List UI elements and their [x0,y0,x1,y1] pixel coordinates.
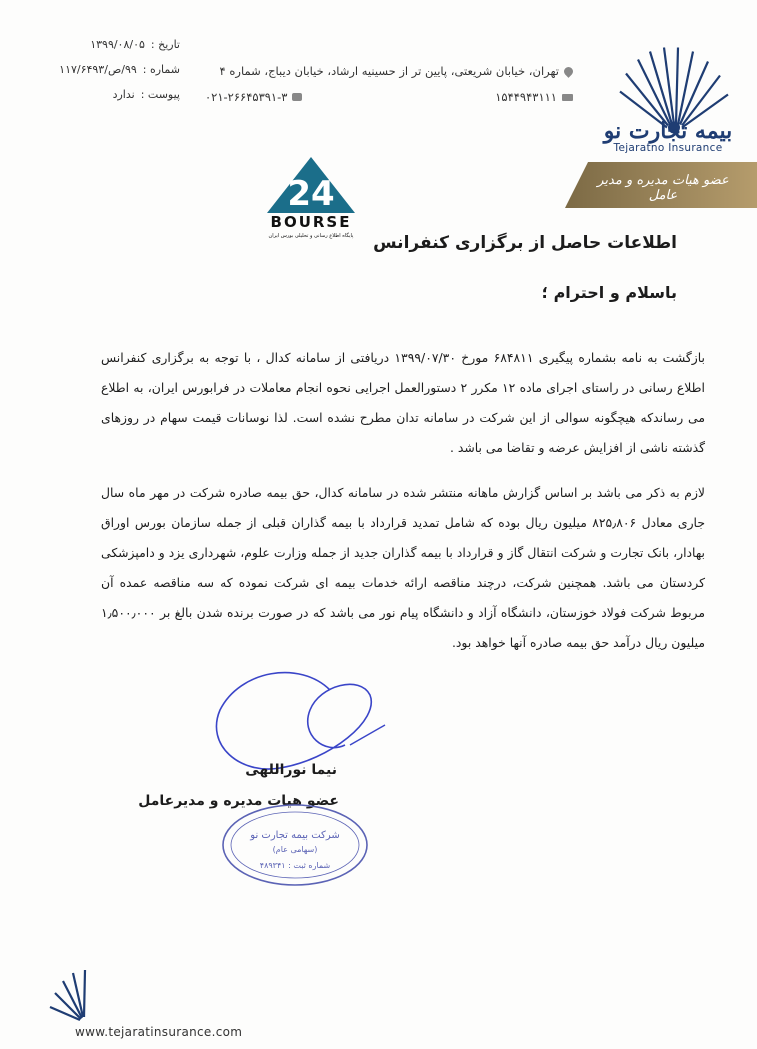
signer-title: عضو هیات مدیره و مدیرعامل [138,793,339,809]
company-stamp [215,800,375,890]
banner-text: عضو هیات مدیره و مدیر عامل [597,173,729,203]
phone-number: ۰۲۱-۲۶۶۴۵۳۹۱-۳ [205,90,288,104]
date-row [30,32,180,57]
logo-fa-text: بیمه تجارت نو [603,118,733,144]
mail-icon [562,94,573,101]
date-value: ۱۳۹۹/۰۸/۰۵ [90,38,145,51]
bourse-word: BOURSE [270,213,352,231]
letter-subject: اطلاعات حاصل از برگزاری کنفرانس [373,233,677,253]
letter-greeting: باسلام و احترام ؛ [541,283,677,302]
letter-meta [30,32,180,107]
address-text: تهران، خیابان شریعتی، پایین تر از حسینیه ارشاد، خیابان دیباج، شماره ۴ [219,64,559,78]
logo-en-text: Tejaratno Insurance [613,142,723,154]
number-value: ۹۹/ص/۱۱۷/۶۴۹۳ [59,63,137,76]
stamp-type: (سهامی عام) [272,845,318,854]
contact-info [205,58,573,110]
attachment-row [30,82,180,107]
body-paragraph-1: بازگشت به نامه بشماره پیگیری ۶۸۴۸۱۱ مورخ ۱۳۹۹/۰۷/۳۰ دریافتی از سامانه کدال ، با توجه به برگزاری کنفرانس اطلاع رسانی در راستای اجرای ماده ۱۲ مکرر ۲ دستورالعمل اجرایی نحوه انجام معاملات در فرابورس ایران، به اطلاع می رساندکه هیچگونه سوالی از این شرکت در سامانه تدان مطرح نشده است. لذا نوسانات قیمت سهام در روزهای گذشته ناشی از افزایش عرضه و تقاضا می باشد . [101,350,705,455]
bourse-subtitle: پایگاه اطلاع رسانی و تحلیلی بورس ایران [268,233,354,239]
number-row [30,57,180,82]
footer-website: www.tejaratinsurance.com [75,1025,243,1039]
date-label: تاریخ : [150,38,180,51]
postal-code: ۱۵۴۴۹۴۳۱۱۱ [495,90,557,104]
attachment-label: پیوست : [140,88,180,101]
stamp-company: شرکت بیمه تجارت نو [250,830,340,841]
bourse-numeral: 24 [287,174,335,214]
body-paragraph-2: لازم به ذکر می باشد بر اساس گزارش ماهانه منتشر شده در سامانه کدال، حق بیمه صادره شرکت در مهر ماه سال جاری معادل ۸۲۵٫۸۰۶ میلیون ریال بوده که شامل تمدید قرارداد با بیمه گذاران قبلی از جمله سازمان بورس اوراق بهادار، بانک تجارت و شرکت انتقال گاز و قرارداد با بیمه گذاران جدید از جمله وزارت علوم، شهرداری یزد و دامپزشکی کردستان می باشد. همچنین شرکت، درچند مناقصه ارائه خدمات بیمه ای شرکت نموده که سه مناقصه عمده آن مربوط شرکت فولاد خوزستان، دانشگاه آزاد و دانشگاه پیام نور می باشد که در صورت برنده شدن بالغ بر ۱٫۵۰۰٫۰۰۰ میلیون ریال درآمد حق بیمه صادره آنها خواهد بود. [101,485,705,650]
location-pin-icon [562,65,575,78]
signer-name: نیما نوراللهی [245,762,337,778]
footer-logo-mark [45,965,125,1025]
number-label: شماره : [142,63,180,76]
address-row [205,58,573,84]
attachment-value: ندارد [112,88,135,101]
contact-row [205,84,573,110]
fax-icon [292,93,302,101]
stamp-registration: شماره ثبت : ۴۸۹۳۴۱ [259,861,331,870]
